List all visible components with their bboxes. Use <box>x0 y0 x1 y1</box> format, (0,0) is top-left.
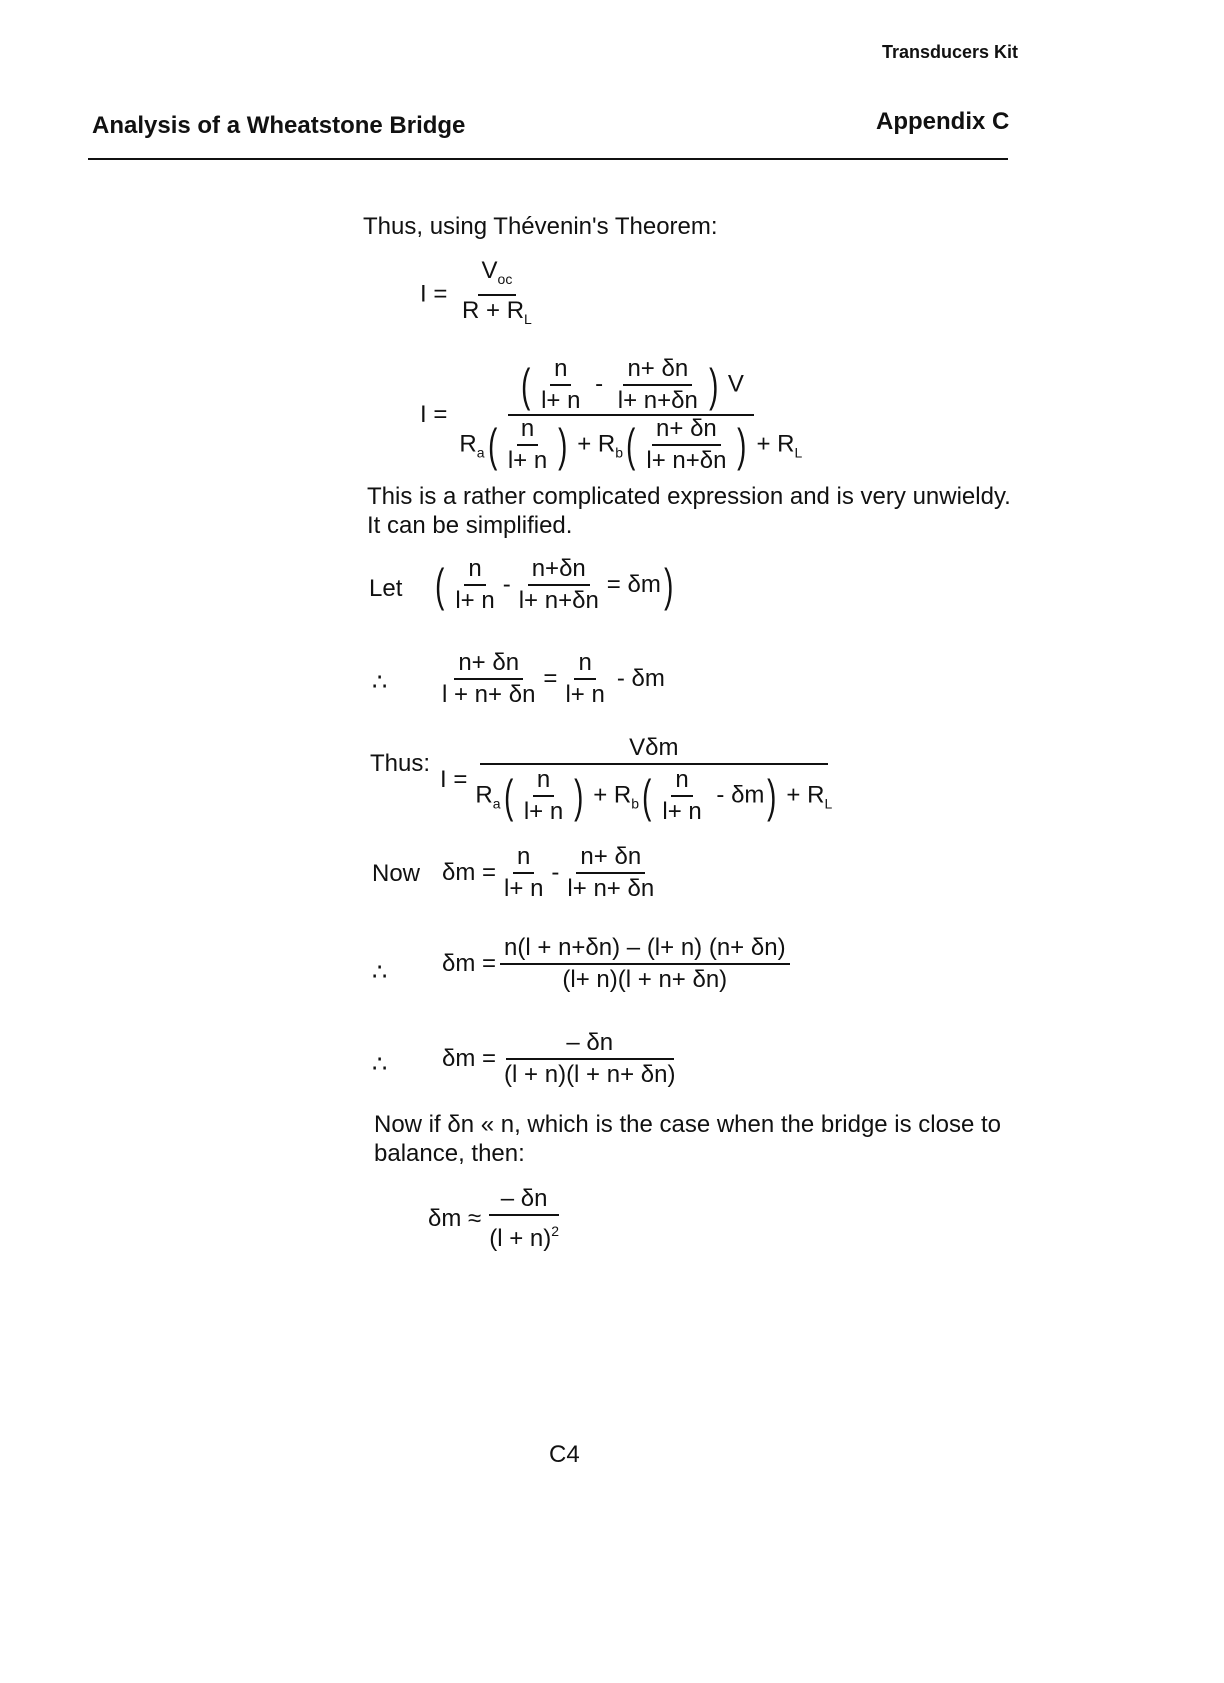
therefore-symbol: ∴ <box>372 1051 388 1078</box>
page-number: C4 <box>549 1441 580 1468</box>
thus-label: Thus: <box>370 750 431 777</box>
equation-2: I = ( $\frac{n}{l+ n}$ - $\frac{n+ \delta n}{l+ n+\delta n}$ ) V $R_a$( $\frac{n}{l+ n}$ ) + $R_b$( $\frac{n+ \delta n}{l+ n+\delta n}$ ) + $R_L$ <box>420 355 803 474</box>
equation-1: I = $\frac{V_{oc}}{R + R_L}$ <box>420 257 532 327</box>
appendix-label: Appendix C <box>876 108 1010 135</box>
section-title: Analysis of a Wheatstone Bridge <box>92 112 466 139</box>
equation-9: δm ≈ $\frac{- \delta n}{(l + n)^2}$ <box>428 1185 560 1252</box>
equation-6: δm = $\frac{n}{l+ n}$ - $\frac{n+ \delta n}{l+ n+ \delta n}$ <box>442 843 655 902</box>
equation-8: δm = $\frac{- \delta n}{(l + n)(l + n+ \delta n)}$ <box>442 1029 676 1088</box>
therefore-symbol: ∴ <box>372 959 388 986</box>
kit-title: Transducers Kit <box>882 42 1019 62</box>
equation-5: I = Vδm $R_a$( $\frac{n}{l+ n}$ ) + $R_b$( $\frac{n}{l+ n}$ - $\delta m) + R_L$ <box>440 734 833 825</box>
equation-7: δm = $\frac{n(l + n+\delta n) - (l+ n) (n+ \delta n)}{(l+ n)(l + n+ \delta n)}$ <box>442 935 794 993</box>
complicated-paragraph: This is a rather complicated expression and is very unwieldy. It can be simplified. <box>367 483 1011 539</box>
now-label: Now <box>372 860 421 887</box>
equation-4: $\frac{n+ \delta n}{l + n+ \delta n}$ = $\frac{n}{l+ n}$ - δm <box>442 649 665 708</box>
intro-text: Thus, using Thévenin's Theorem: <box>363 213 718 240</box>
let-label: Let <box>369 575 403 602</box>
close-balance-paragraph: Now if δn « n, which is the case when the bridge is close to balance, then: <box>374 1111 1002 1167</box>
header-rule <box>88 158 1008 160</box>
equation-3: ( $\frac{n}{l+ n}$ - $\frac{n+\delta n}{l+ n+\delta n}$ = δm ) <box>435 555 674 614</box>
therefore-symbol: ∴ <box>372 669 388 696</box>
